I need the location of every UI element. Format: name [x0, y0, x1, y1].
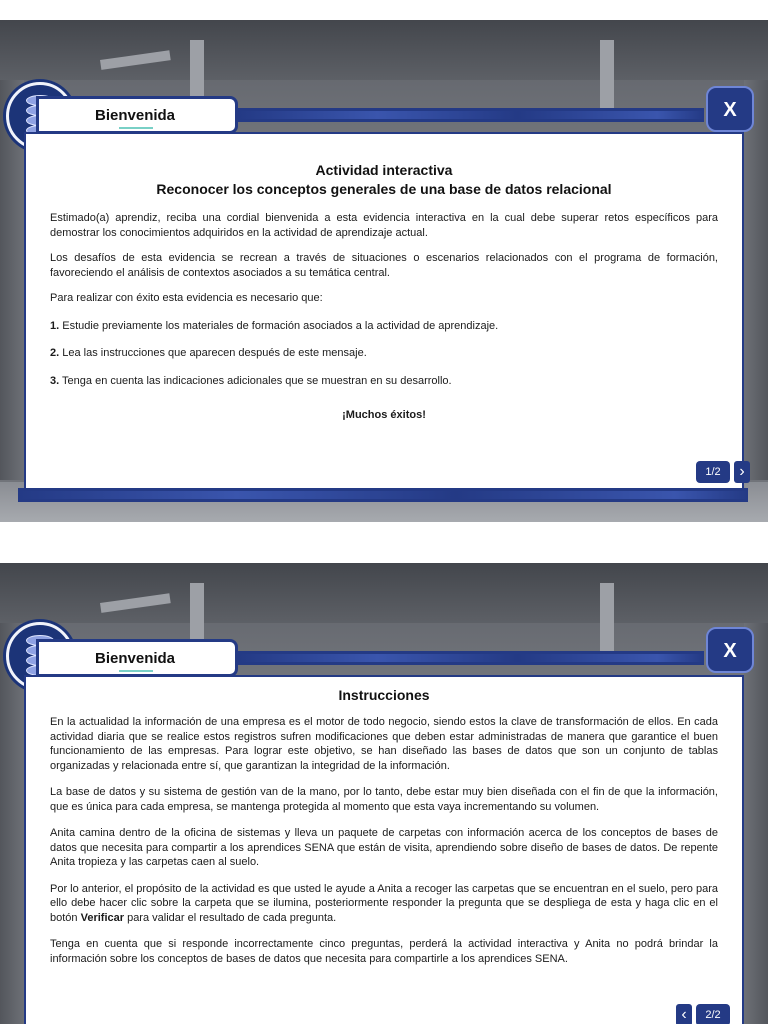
wall-right [744, 80, 768, 480]
list-item: 1. Estudie previamente los materiales de formación asociados a la actividad de aprendizaje. [50, 319, 499, 332]
tab-underline [119, 127, 153, 129]
header-decoration [238, 651, 704, 665]
chevron-left-icon[interactable]: ‹ [676, 1004, 692, 1024]
ceiling-beam [600, 583, 614, 653]
ceiling [0, 563, 768, 623]
closing-message: ¡Muchos éxitos! [342, 409, 426, 421]
page-title: Instrucciones [338, 687, 430, 703]
header-decoration [238, 108, 704, 122]
list-item: 3. Tenga en cuenta las indicaciones adicionales que se muestran en su desarrollo. [50, 374, 452, 387]
close-button[interactable]: X [706, 86, 754, 132]
page-subtitle: Reconocer los conceptos generales de una base de datos relacional [156, 181, 612, 197]
story-paragraph: Anita camina dentro de la oficina de sistemas y lleva un paquete de carpetas con información acerca de los conceptos de bases de datos que necesita para compartir a los aprendices SENA que están de visita, aprendiendo sobre diseño de bases de datos. De repente Anita tropieza y las carpetas caen al suelo. [50, 827, 718, 868]
verify-keyword: Verificar [80, 911, 125, 924]
requirements-intro: Para realizar con éxito esta evidencia es necesario que: [50, 292, 323, 304]
screen-instructions [0, 563, 768, 1024]
ceiling-beam [600, 40, 614, 110]
header-title: Bienvenida [95, 650, 176, 667]
ceiling [0, 20, 768, 80]
challenge-paragraph: Los desafíos de esta evidencia se recrean a través de situaciones o escenarios relacionados con el programa de formación, favoreciendo el análisis de contextos asociados a su temática central. [50, 252, 718, 279]
header-tab [36, 639, 238, 677]
list-item: 2. Lea las instrucciones que aparecen después de este mensaje. [50, 347, 367, 359]
intro-paragraph: Estimado(a) aprendiz, reciba una cordial bienvenida a esta evidencia interactiva en la cual debe superar retos específicos para demostrar los conocimientos adquiridos en la actividad de aprendizaje actual. [50, 212, 718, 239]
screen-welcome [0, 20, 768, 522]
close-button[interactable]: X [706, 627, 754, 673]
page-title: Actividad interactiva [315, 162, 453, 178]
content-panel [24, 675, 744, 1024]
tab-underline [119, 670, 153, 672]
wall-right [744, 623, 768, 1024]
warning-paragraph: Tenga en cuenta que si responde incorrectamente cinco preguntas, perderá la actividad interactiva y Anita no podrá brindar la información sobre los conceptos de bases de datos que necesita para compartirle a los aprendices SENA. [50, 938, 718, 965]
database-paragraph: La base de datos y su sistema de gestión van de la mano, por lo tanto, debe estar muy bien diseñada con el fin de que la información, que es única para cada empresa, se mantenga protegida al momento que esta vaya incrementando su volumen. [50, 786, 718, 813]
header-title: Bienvenida [95, 107, 176, 124]
purpose-paragraph: Por lo anterior, el propósito de la actividad es que usted le ayude a Anita a recoger las carpetas que se encuentran en el suelo, pero para ello debe hacer clic sobre la carpeta que se ilumina, posteriormente responder la pregunta que se despliega de esta y haga clic en el botón Verificar para validar el resultado de cada pregunta. [50, 882, 718, 924]
footer-decoration [18, 488, 748, 502]
content-panel [24, 132, 744, 490]
page-indicator: 2/2 [696, 1004, 730, 1024]
page-indicator: 1/2 [696, 461, 730, 483]
context-paragraph: En la actualidad la información de una empresa es el motor de todo negocio, siendo estos la clave de transformación de ellos. En cada actividad diaria que se realice estos registros sufren modificaciones que deben estar administradas de manera que garantice el buen funcionamiento de las empresas. Para lograr este objetivo, se han diseñado las bases de datos que son un conjunto de tablas organizadas y relacionada entre sí, que garantizan la integridad de la información. [50, 716, 718, 772]
chevron-right-icon[interactable]: › [734, 461, 750, 483]
header-tab [36, 96, 238, 134]
